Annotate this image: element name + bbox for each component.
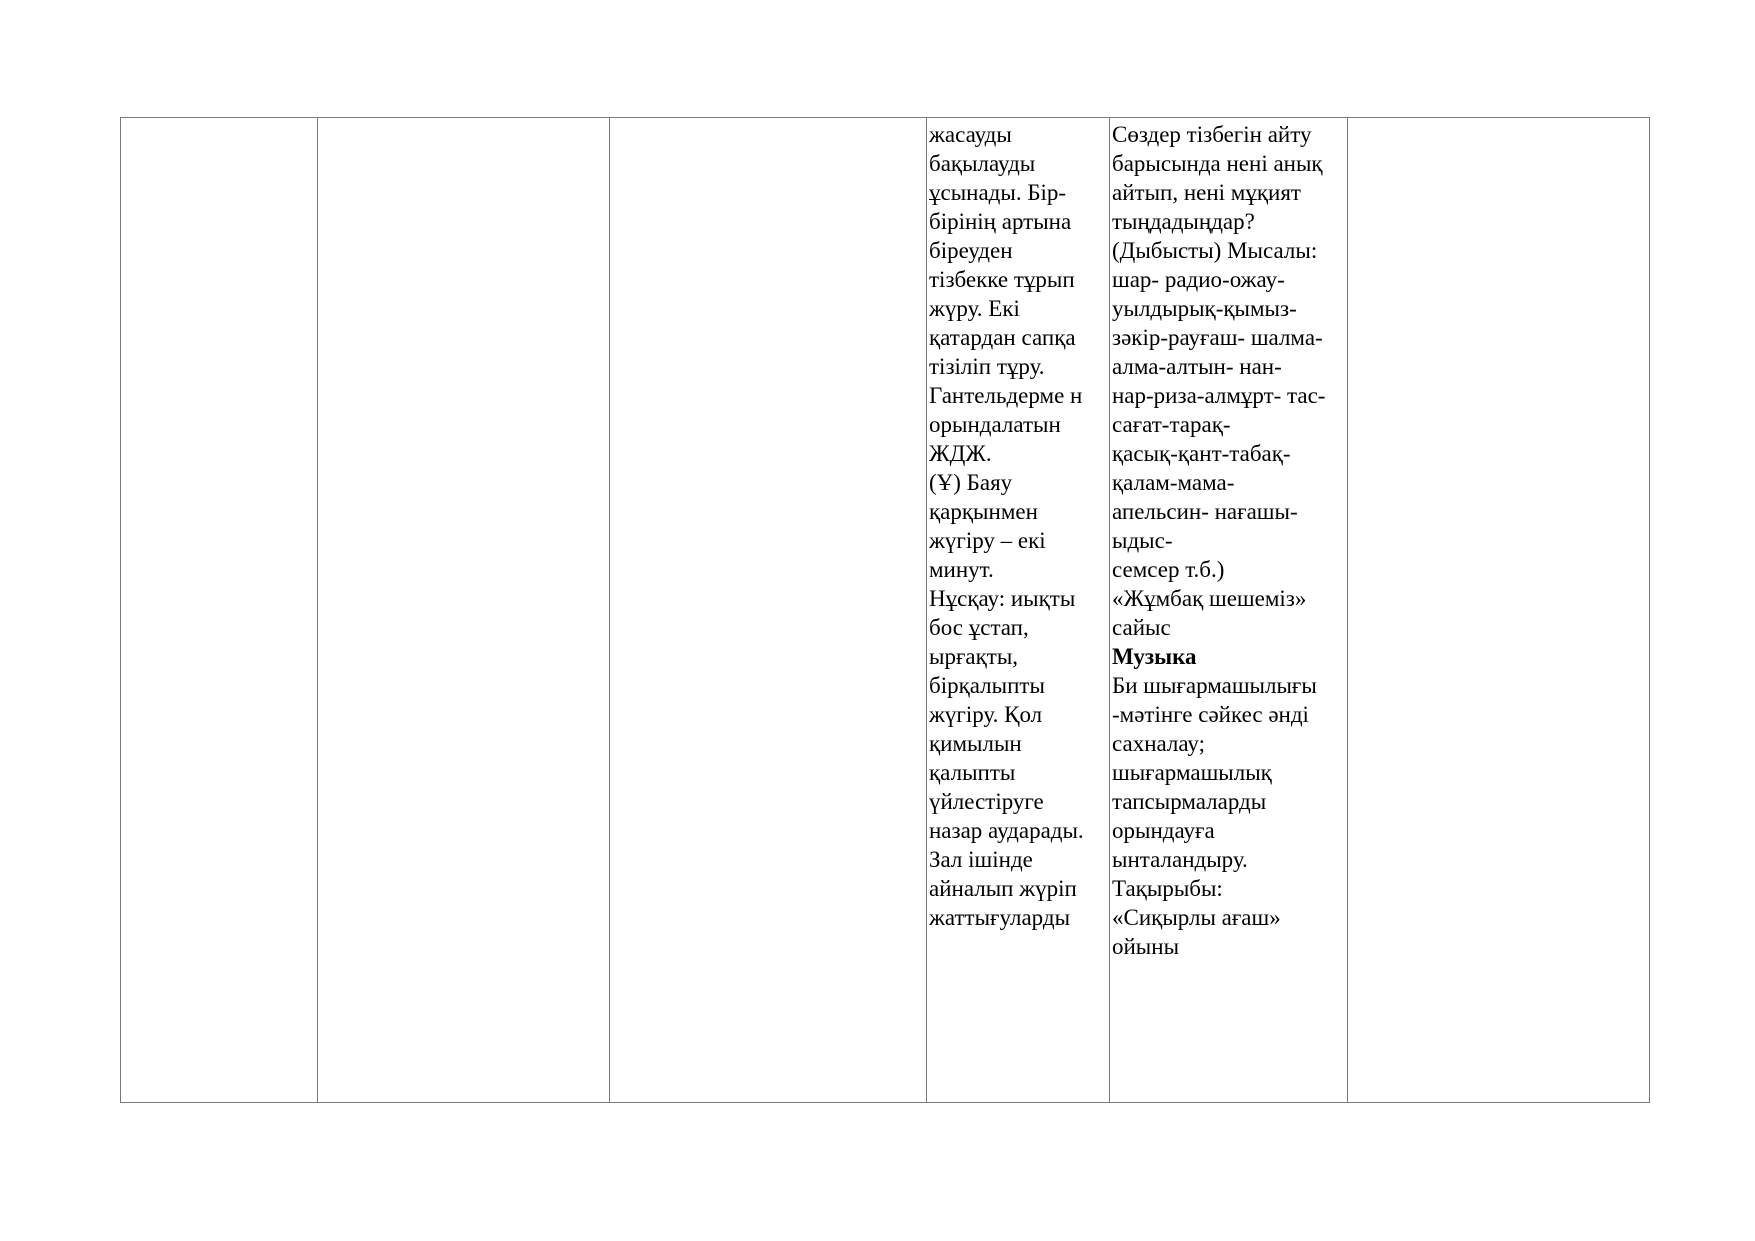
text-line: қимылын <box>929 731 1022 756</box>
text-line: назар аударады. <box>929 818 1084 843</box>
text-line: орындауға <box>1112 818 1215 843</box>
text-line: жасауды <box>929 122 1012 147</box>
text-line: қатардан сапқа <box>929 325 1076 350</box>
text-line: жаттығуларды <box>929 905 1071 930</box>
text-line: сахналау; <box>1112 731 1206 756</box>
table-cell-col4 <box>927 118 1110 1103</box>
text-line: -мәтінге сәйкес әнді <box>1112 702 1309 727</box>
physical-activity-text <box>927 118 1109 932</box>
table-cell-col6 <box>1348 118 1650 1103</box>
music-heading: Музыка <box>1112 644 1197 669</box>
table-cell-col3 <box>610 118 927 1103</box>
text-line: қалыпты <box>929 760 1016 785</box>
text-line: Тақырыбы: <box>1112 876 1223 901</box>
text-line: Нұсқау: иықты <box>929 586 1076 611</box>
language-music-text <box>1110 118 1347 961</box>
text-line: біреуден <box>929 238 1013 263</box>
text-line: тізіліп тұру. <box>929 354 1045 379</box>
music-description-text <box>1112 671 1346 961</box>
text-line: уылдырық-қымыз- <box>1112 296 1297 321</box>
table-cell-col5 <box>1110 118 1348 1103</box>
text-line: Сөздер тізбегін айту <box>1112 122 1312 147</box>
text-line: тізбекке тұрып <box>929 267 1075 292</box>
text-line: бос ұстап, <box>929 615 1029 640</box>
text-line: бірінің артына <box>929 209 1072 234</box>
text-line: (Ұ) Баяу <box>929 470 1013 495</box>
text-line: ЖДЖ. <box>929 441 992 466</box>
text-line: жүру. Екі <box>929 296 1020 321</box>
text-line: ойыны <box>1112 934 1180 959</box>
text-line: айналып жүріп <box>929 876 1077 901</box>
table-cell-col1 <box>121 118 318 1103</box>
table-cell-col2 <box>318 118 610 1103</box>
text-line: (Дыбысты) Мысалы: <box>1112 238 1318 263</box>
text-line: зәкір-рауғаш- шалма- <box>1112 325 1323 350</box>
word-sequence-text <box>1112 120 1346 642</box>
text-line: орындалатын <box>929 412 1061 437</box>
text-line: Зал ішінде <box>929 847 1033 872</box>
text-line: бірқалыпты <box>929 673 1045 698</box>
text-line: шар- радио-ожау- <box>1112 267 1285 292</box>
text-line: барысында нені анық <box>1112 151 1323 176</box>
text-line: ырғақты, <box>929 644 1019 669</box>
text-line: үйлестіруге <box>929 789 1044 814</box>
text-line: сайыс <box>1112 615 1171 640</box>
text-line: жүгіру. Қол <box>929 702 1043 727</box>
text-line: нар-риза-алмұрт- тас- <box>1112 383 1326 408</box>
text-line: жүгіру – екі <box>929 528 1046 553</box>
text-line: тапсырмаларды <box>1112 789 1267 814</box>
text-line: Гантельдерме н <box>929 383 1083 408</box>
text-line: семсер т.б.) <box>1112 557 1225 582</box>
text-line: бақылауды <box>929 151 1036 176</box>
text-line: алма-алтын- нан- <box>1112 354 1282 379</box>
text-line: сағат-тарақ- <box>1112 412 1231 437</box>
text-line: қасық-қант-табақ- <box>1112 441 1291 466</box>
text-line: айтып, нені мұқият <box>1112 180 1301 205</box>
text-line: «Жұмбақ шешеміз» <box>1112 586 1307 611</box>
text-line: ұсынады. Бір- <box>929 180 1067 205</box>
text-line: ынталандыру. <box>1112 847 1248 872</box>
text-line: қарқынмен <box>929 499 1038 524</box>
text-line: Би шығармашылығы <box>1112 673 1317 698</box>
text-line: шығармашылық <box>1112 760 1272 785</box>
lesson-plan-table <box>120 117 1650 1103</box>
text-line: «Сиқырлы ағаш» <box>1112 905 1281 930</box>
table-row <box>121 118 1650 1103</box>
text-line: қалам-мама- <box>1112 470 1235 495</box>
text-line: ыдыс- <box>1112 528 1173 553</box>
text-line: минут. <box>929 557 994 582</box>
text-line: апельсин- нағашы- <box>1112 499 1298 524</box>
text-line: тыңдадыңдар? <box>1112 209 1255 234</box>
